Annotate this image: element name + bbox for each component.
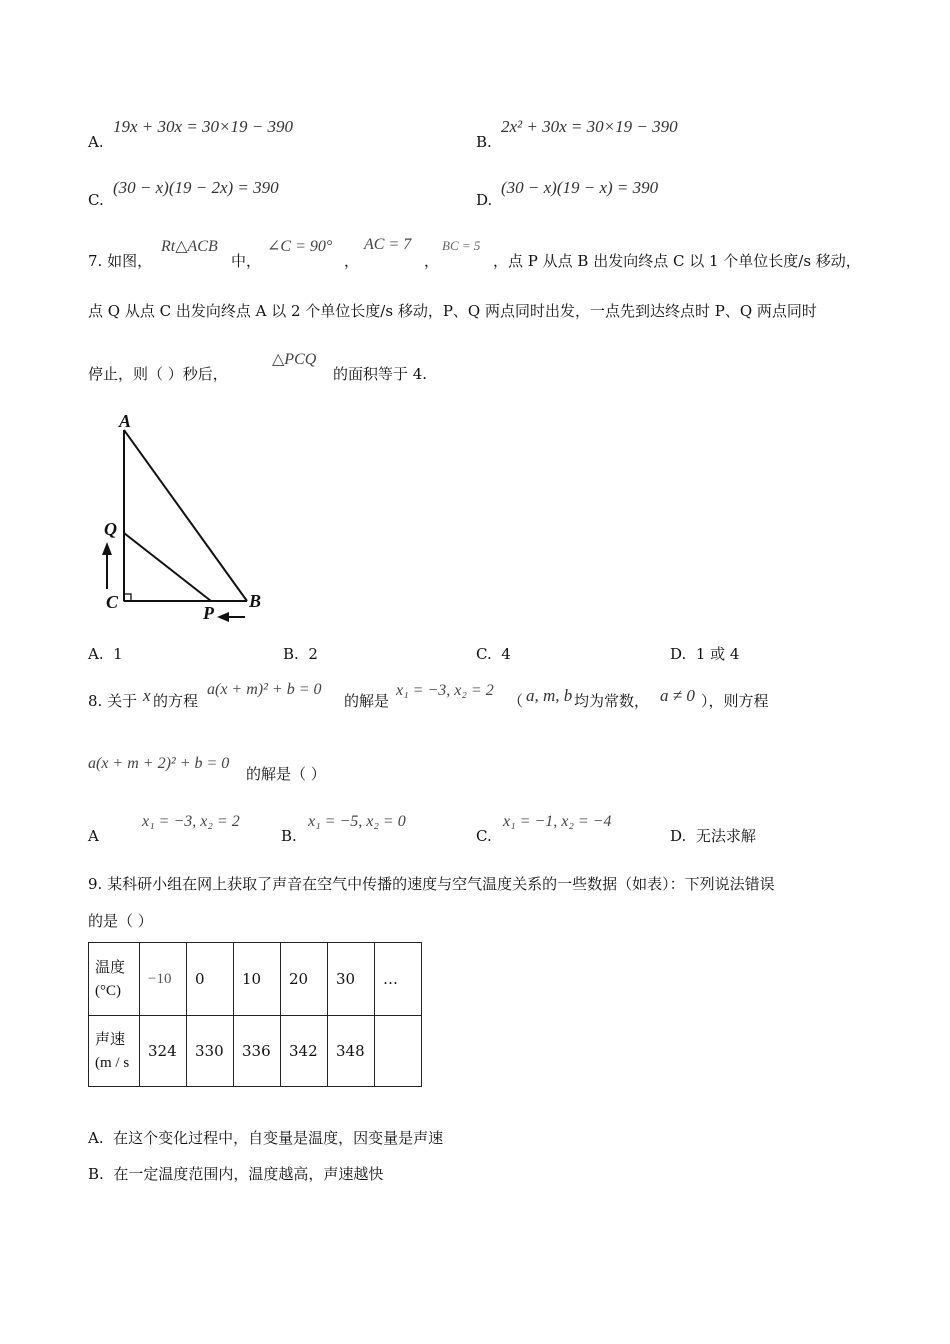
q7-option-d-value: 1 或 4 <box>695 645 740 663</box>
q8-paren-open: （ <box>508 692 524 710</box>
table-cell: 330 <box>187 1016 234 1087</box>
label-b: B <box>249 591 262 611</box>
q6-option-a-label: A. <box>88 133 104 151</box>
q9-option-b-label: B. <box>88 1165 104 1183</box>
q9-option-b <box>88 1163 383 1185</box>
label-c: C <box>106 592 119 612</box>
q7-text-prefix: 7. 如图， <box>88 252 153 270</box>
q8-option-b-label: B. <box>281 827 297 845</box>
q6-option-c-expr: (30 − x)(19 − 2x) = 390 <box>113 178 279 197</box>
table-header-speed <box>89 1016 140 1087</box>
q7-option-b-label: B. <box>283 645 299 663</box>
arrow-up-head <box>102 542 112 555</box>
right-angle-mark <box>124 594 131 601</box>
q8-text-constants: 均为常数， <box>574 692 650 710</box>
q7-option-a <box>88 643 123 665</box>
q8-option-a-label: A <box>88 827 99 845</box>
q8-constants: a, m, b <box>526 686 573 705</box>
q7-text-line1-suffix: ，点 P 从点 B 出发向终点 C 以 1 个单位长度/s 移动， <box>493 252 861 270</box>
q7-option-b-value: 2 <box>308 645 318 663</box>
q7-option-c-label: C. <box>476 645 492 663</box>
table-header-speed-label: 声速 <box>95 1030 126 1048</box>
q9-text-line1: 9. 某科研小组在网上获取了声音在空气中传播的速度与空气温度关系的一些数据（如表）：下列说法错误 <box>88 875 775 893</box>
q6-option-d-expr: (30 − x)(19 − x) = 390 <box>501 178 659 197</box>
q9-option-b-text: 在一定温度范围内，温度越高，声速越快 <box>113 1165 384 1183</box>
q8-option-d <box>670 825 756 847</box>
q7-bc-value: BC = 5 <box>442 238 481 253</box>
table-cell: −10 <box>140 943 187 1016</box>
table-header-temperature-unit: (°C) <box>95 983 121 999</box>
q6-option-c-label: C. <box>88 191 104 209</box>
table-header-temperature <box>89 943 140 1016</box>
table-cell: 30 <box>328 943 375 1016</box>
q7-option-a-label: A. <box>88 645 104 663</box>
q7-option-c-value: 4 <box>501 645 511 663</box>
table-cell: … <box>375 943 422 1016</box>
table-cell: 10 <box>234 943 281 1016</box>
q8-option-d-label: D. <box>670 827 687 845</box>
q9-option-a-label: A. <box>88 1129 104 1147</box>
q9-text-line2: 的是（ ） <box>88 912 153 930</box>
table-row-speed <box>89 1016 422 1087</box>
table-cell: 324 <box>140 1016 187 1087</box>
q9-data-table <box>88 942 422 1087</box>
q6-option-b-expr: 2x² + 30x = 30×19 − 390 <box>501 117 678 136</box>
q8-solution-1: x₁ = −3, x₂ = 2 <box>396 682 494 699</box>
q7-comma-2: ， <box>424 252 440 270</box>
segment-qp <box>124 533 211 601</box>
arrow-left-head <box>217 612 229 622</box>
q7-rt-triangle: Rt△ACB <box>161 238 218 255</box>
q9-option-a <box>88 1127 443 1149</box>
table-cell: 342 <box>281 1016 328 1087</box>
q8-text-de-fangcheng: 的方程 <box>153 692 199 710</box>
q7-triangle-figure <box>90 405 280 635</box>
q7-option-d <box>670 643 739 665</box>
label-q: Q <box>104 519 117 539</box>
q7-ac-value: AC = 7 <box>364 236 412 253</box>
label-p: P <box>203 603 214 623</box>
q6-option-a-expr: 19x + 30x = 30×19 − 390 <box>113 117 293 136</box>
table-header-temperature-label: 温度 <box>95 958 126 976</box>
q8-option-b-value: x₁ = −5, x₂ = 0 <box>308 813 406 830</box>
label-a: A <box>119 411 132 431</box>
q8-text-prefix: 8. 关于 <box>88 692 138 710</box>
q9-option-a-text: 在这个变化过程中，自变量是温度，因变量是声速 <box>113 1129 444 1147</box>
q8-paren-close: ），则方程 <box>701 692 769 710</box>
table-cell: 336 <box>234 1016 281 1087</box>
table-row-temperature <box>89 943 422 1016</box>
q8-a-not-zero: a ≠ 0 <box>660 686 695 705</box>
q8-option-a-value: x₁ = −3, x₂ = 2 <box>142 813 240 830</box>
q7-option-c <box>476 643 511 665</box>
q8-option-d-value: 无法求解 <box>695 827 756 845</box>
q8-var-x: x <box>143 686 151 705</box>
q6-option-b-label: B. <box>476 133 492 151</box>
table-cell <box>375 1016 422 1087</box>
q8-equation-2: a(x + m + 2)² + b = 0 <box>88 755 230 772</box>
q7-text-line3-prefix: 停止，则（ ）秒后， <box>88 365 228 383</box>
q8-equation-1: a(x + m)² + b = 0 <box>207 681 322 698</box>
q7-text-line2: 点 Q 从点 C 出发向终点 A 以 2 个单位长度/s 移动，P、Q 两点同时出发，一点先到达终点时 P、Q 两点同时 <box>88 302 817 320</box>
q7-option-a-value: 1 <box>113 645 123 663</box>
q7-text-zhong: 中， <box>231 252 262 270</box>
table-cell: 20 <box>281 943 328 1016</box>
q8-option-c-value: x₁ = −1, x₂ = −4 <box>503 813 612 830</box>
q6-option-d-label: D. <box>476 191 493 209</box>
table-cell: 0 <box>187 943 234 1016</box>
q8-text-jie-shi: 的解是 <box>344 692 390 710</box>
q7-comma-1: ， <box>344 252 360 270</box>
q7-option-b <box>283 643 318 665</box>
q8-text-line2-suffix: 的解是（ ） <box>246 765 326 783</box>
q7-triangle-pcq: △PCQ <box>272 351 317 368</box>
q8-option-c-label: C. <box>476 827 492 845</box>
segment-ab <box>124 430 247 601</box>
q7-option-d-label: D. <box>670 645 687 663</box>
q7-text-line3-suffix: 的面积等于 4. <box>333 365 428 383</box>
table-cell: 348 <box>328 1016 375 1087</box>
table-header-speed-unit: (m / s <box>95 1055 130 1071</box>
q7-angle-c: ∠C = 90° <box>267 238 333 255</box>
